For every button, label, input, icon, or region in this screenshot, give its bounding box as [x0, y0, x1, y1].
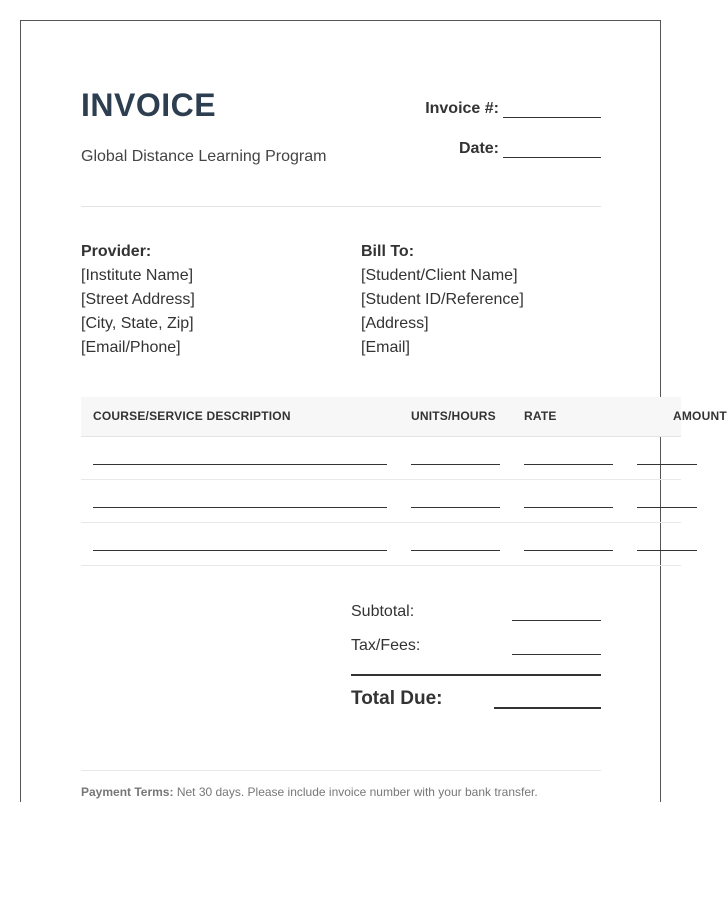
column-header-units: UNITS/HOURS [411, 409, 496, 423]
tax-fees-blank [512, 654, 601, 655]
description-blank [93, 550, 387, 551]
total-due-blank [494, 707, 601, 709]
date-label: Date: [458, 140, 499, 157]
totals-divider [351, 674, 601, 676]
amount-blank [637, 550, 697, 551]
header-divider [81, 206, 601, 207]
invoice-number-field [425, 100, 601, 118]
invoice-title: INVOICE [81, 87, 217, 123]
provider-line: [Email/Phone] [81, 339, 181, 356]
date-field [459, 140, 601, 158]
line-items-table [81, 397, 727, 566]
total-due-label: Total Due: [351, 688, 443, 709]
units-blank [411, 464, 500, 465]
invoice-number-label: Invoice #: [425, 100, 499, 117]
bill-to-line: [Student/Client Name] [361, 267, 518, 284]
bill-to-line: [Address] [361, 315, 429, 332]
program-name: Global Distance Learning Program [81, 148, 327, 165]
column-header-amount: AMOUNT [673, 409, 727, 423]
amount-blank [637, 507, 697, 508]
invoice-page [20, 20, 727, 802]
provider-block [81, 240, 195, 360]
footer-divider [81, 770, 601, 771]
bill-to-heading: Bill To: [361, 243, 415, 260]
table-row [81, 480, 681, 523]
payment-terms [81, 785, 538, 799]
units-blank [411, 550, 500, 551]
rate-blank [524, 464, 613, 465]
rate-blank [524, 550, 613, 551]
units-blank [411, 507, 500, 508]
column-header-description: COURSE/SERVICE DESCRIPTION [93, 409, 291, 423]
table-header [81, 397, 727, 437]
invoice-number-blank [503, 103, 601, 118]
date-blank [503, 143, 601, 158]
table-row [81, 437, 681, 480]
amount-blank [637, 464, 697, 465]
bill-to-block [361, 240, 524, 360]
payment-terms-text: Net 30 days. Please include invoice number with your bank transfer. [173, 785, 538, 799]
provider-line: [Street Address] [81, 291, 195, 308]
payment-terms-label: Payment Terms: [81, 785, 174, 799]
rate-blank [524, 507, 613, 508]
bill-to-line: [Student ID/Reference] [361, 291, 524, 308]
tax-fees-label: Tax/Fees: [351, 637, 421, 654]
description-blank [93, 507, 387, 508]
bill-to-line: [Email] [361, 339, 410, 356]
column-header-rate: RATE [524, 409, 557, 423]
provider-heading: Provider: [81, 243, 152, 260]
description-blank [93, 464, 387, 465]
provider-line: [Institute Name] [81, 267, 194, 284]
subtotal-blank [512, 620, 601, 621]
table-row [81, 523, 681, 566]
provider-line: [City, State, Zip] [81, 315, 194, 332]
subtotal-label: Subtotal: [351, 603, 415, 620]
